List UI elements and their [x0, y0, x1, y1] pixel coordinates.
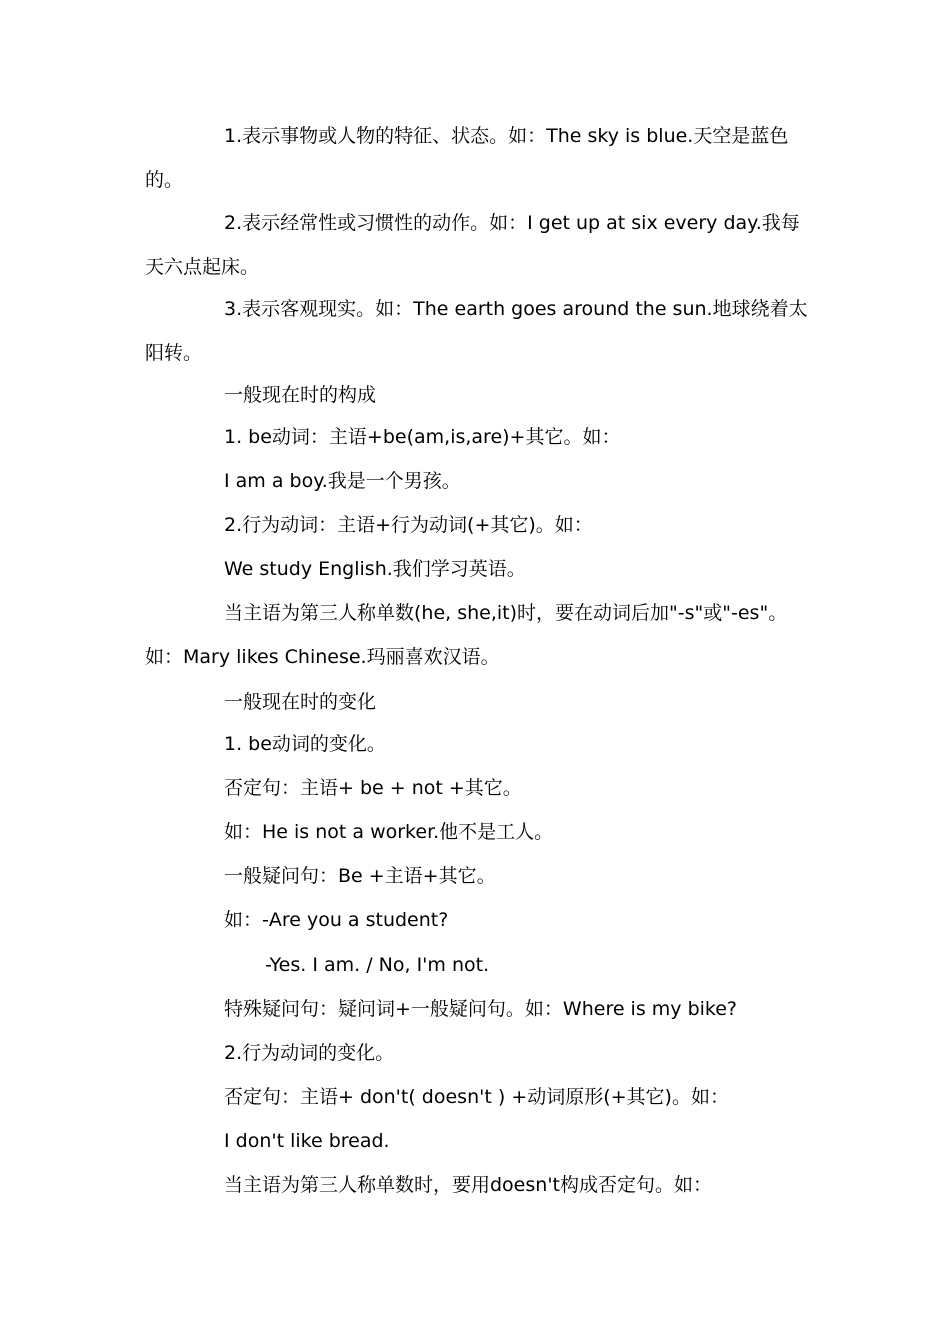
heading-changes: 一般现在时的变化 [224, 691, 377, 713]
paragraph-objective-fact: 3.表示客观现实。如：The earth goes around the sun.地球绕着太阳转。 [145, 298, 808, 364]
be-question-answer: -Yes. I am. / No, I'm not. [265, 954, 490, 976]
action-verb-example: We study English.我们学习英语。 [224, 558, 526, 580]
be-negative-example: 如：He is not a worker.他不是工人。 [224, 821, 554, 843]
be-verb-rule: 1. be动词：主语+be(am,is,are)+其它。如： [224, 426, 621, 448]
action-verb-negative-rule: 否定句：主语+ don't( doesn't ) +动词原形(+其它)。如： [224, 1086, 729, 1108]
special-question-rule: 特殊疑问句：疑问词+一般疑问句。如：Where is my bike? [224, 998, 738, 1020]
paragraph-habitual-action: 2.表示经常性或习惯性的动作。如：I get up at six every day.我每天六点起床。 [145, 212, 800, 278]
action-verb-change: 2.行为动词的变化。 [224, 1042, 395, 1064]
be-negative-rule: 否定句：主语+ be + not +其它。 [224, 777, 522, 799]
be-question-example: 如：-Are you a student? [224, 909, 449, 931]
be-question-rule: 一般疑问句：Be +主语+其它。 [224, 865, 496, 887]
action-verb-rule: 2.行为动词：主语+行为动词(+其它)。如： [224, 514, 593, 536]
action-verb-negative-example: I don't like bread. [224, 1130, 390, 1152]
third-person-negative-rule: 当主语为第三人称单数时，要用doesn't构成否定句。如： [224, 1174, 712, 1196]
heading-structure: 一般现在时的构成 [224, 384, 377, 406]
be-verb-example: I am a boy.我是一个男孩。 [224, 470, 461, 492]
paragraph-third-person: 当主语为第三人称单数(he, she,it)时，要在动词后加"-s"或"-es"。如：Mary likes Chinese.玛丽喜欢汉语。 [145, 602, 788, 668]
paragraph-feature-state: 1.表示事物或人物的特征、状态。如：The sky is blue.天空是蓝色的。 [145, 125, 789, 191]
be-verb-change: 1. be动词的变化。 [224, 733, 386, 755]
